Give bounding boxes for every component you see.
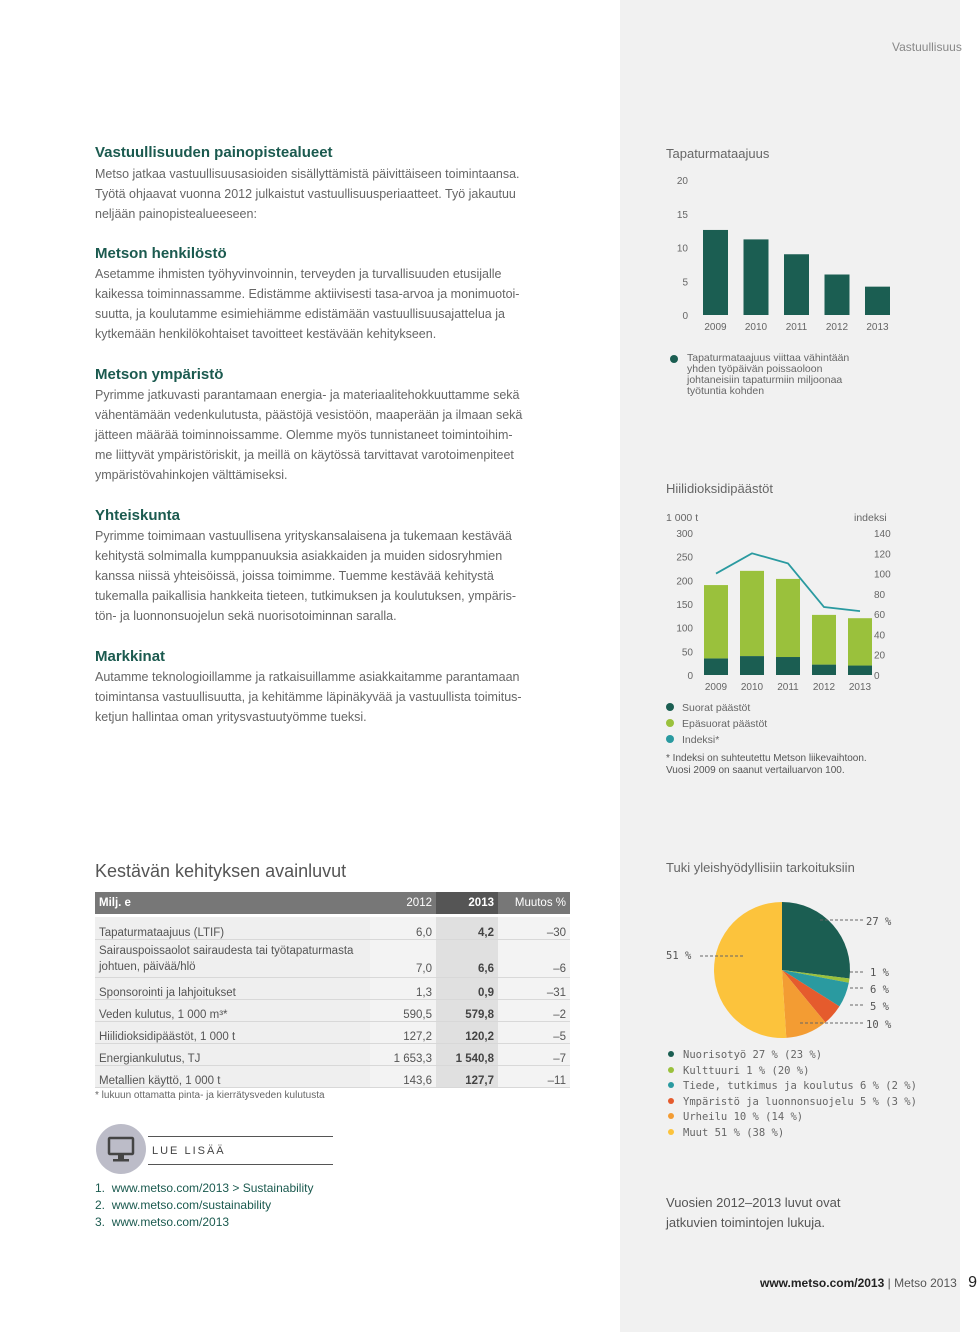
kpi-value-2013: 0,9 xyxy=(436,977,498,999)
y-tick-label: 10 xyxy=(676,243,688,255)
legend-dot xyxy=(666,703,674,711)
y-tick-label: 300 xyxy=(676,529,693,540)
footer-report: Metso 2013 xyxy=(894,1276,957,1290)
table-row xyxy=(95,917,570,939)
kpi-change: –30 xyxy=(498,917,570,939)
legend-label: Nuorisotyö 27 % (23 %) xyxy=(683,1049,823,1061)
text-line: suutta, ja koulutamme esimiehiämme edistämään vastuullisuusajattelua ja xyxy=(95,307,505,321)
kpi-table xyxy=(95,892,570,1088)
intro-title: Vastuullisuuden painopistealueet xyxy=(95,144,333,161)
kpi-header-2013: 2013 xyxy=(436,892,498,914)
intro-line: Työtä ohjaavat vuonna 2012 julkaistut vastuullisuusperiaatteet. Työ jakautuu xyxy=(95,187,516,201)
y-tick-label: 20 xyxy=(676,176,688,187)
kpi-footnote: * lukuun ottamatta pinta- ja kierrätysveden kulutusta xyxy=(95,1090,325,1101)
legend-label: Epäsuorat päästöt xyxy=(682,718,768,730)
x-tick-label: 2010 xyxy=(740,682,764,693)
kpi-value-2012: 7,0 xyxy=(370,939,436,977)
legend-dot xyxy=(668,1051,674,1057)
link-number: 1. xyxy=(95,1181,106,1195)
text-line: Autamme teknologioillamme ja ratkaisuillamme asiakkaitamme parantamaan xyxy=(95,670,520,684)
link-text[interactable]: www.metso.com/sustainability xyxy=(111,1198,272,1212)
text-line: toimintansa vastuullisuutta, ja kehitämme läpinäkyvää ja vastuullista toimitus- xyxy=(95,690,522,704)
x-tick-label: 2011 xyxy=(785,322,808,333)
bar xyxy=(744,239,769,315)
section-text-yhteiskunta xyxy=(95,526,565,626)
kpi-label: Hiilidioksidipäästöt, 1 000 t xyxy=(95,1021,370,1043)
kpi-header-2012: 2012 xyxy=(370,892,436,914)
kpi-label: Energiankulutus, TJ xyxy=(95,1043,370,1065)
pie-chart xyxy=(660,895,920,1045)
text-line: Pyrimme jatkuvasti parantamaan energia- ja materiaalitehokkuuttamme sekä xyxy=(95,388,520,402)
kpi-label: Metallien käyttö, 1 000 t xyxy=(95,1065,370,1087)
kpi-change: –6 xyxy=(498,939,570,977)
bar-direct xyxy=(848,666,872,675)
legend-label: Muut 51 % (38 %) xyxy=(683,1126,785,1139)
y-tick-label-right: 60 xyxy=(874,610,886,622)
page-footer xyxy=(760,1274,977,1292)
kpi-change: –11 xyxy=(498,1065,570,1087)
kpi-label-line: Sairauspoissaolot sairaudesta tai työtapaturmasta xyxy=(99,944,354,957)
y-tick-label-right: 100 xyxy=(874,569,891,581)
legend-item xyxy=(668,1126,917,1142)
text-line: ympäristövahinkojen välttämiseksi. xyxy=(95,468,288,482)
read-more-badge xyxy=(96,1124,146,1174)
text-line: me liittyvät ympäristöriskit, ja meillä on käytössä tarvittavat varotoimenpiteet xyxy=(95,448,514,462)
intro-line: Metso jatkaa vastuullisuusasioiden sisällyttämistä päivittäiseen toimintaansa. xyxy=(95,167,520,181)
section-text-henkilosto xyxy=(95,264,565,344)
link-text[interactable]: www.metso.com/2013 > Sustainability xyxy=(111,1181,314,1195)
read-more-links xyxy=(95,1180,313,1231)
co2-legend-index xyxy=(666,734,719,746)
x-tick-label: 2011 xyxy=(777,682,799,693)
ltif-legend xyxy=(670,353,849,397)
legend-item xyxy=(668,1064,917,1080)
kpi-value-2012: 1,3 xyxy=(370,977,436,999)
computer-icon xyxy=(96,1124,146,1174)
bar-direct xyxy=(704,658,728,675)
ltif-legend-line: johtaneisiin tapaturmiin miljoonaa xyxy=(687,374,843,386)
intro-line: neljään painopistealueeseen: xyxy=(95,207,257,221)
bar-indirect xyxy=(848,618,872,665)
kpi-value-2012: 127,2 xyxy=(370,1021,436,1043)
bar-indirect xyxy=(704,585,728,658)
table-row xyxy=(95,1043,570,1065)
slice-label: 27 % xyxy=(866,916,892,928)
co2-chart xyxy=(660,505,900,700)
bar xyxy=(703,230,728,315)
link-item[interactable] xyxy=(95,1214,313,1231)
bar-indirect xyxy=(776,579,800,657)
kpi-value-2013: 4,2 xyxy=(436,917,498,939)
kpi-header-row xyxy=(95,892,570,914)
bar-direct xyxy=(812,665,836,675)
legend-label: Suorat päästöt xyxy=(682,702,751,714)
note-line: Vuosien 2012–2013 luvut ovat xyxy=(666,1195,841,1210)
section-title-henkilosto: Metson henkilöstö xyxy=(95,245,227,262)
x-tick-label: 2009 xyxy=(704,682,728,693)
co2-footnote xyxy=(666,753,867,777)
slice-label: 10 % xyxy=(866,1019,892,1031)
legend-item xyxy=(668,1079,917,1095)
co2-legend-direct xyxy=(666,702,750,714)
legend-dot xyxy=(670,355,678,363)
pie-slice xyxy=(782,902,850,979)
y-axis-label-right: indeksi xyxy=(854,512,887,524)
section-title-yhteiskunta: Yhteiskunta xyxy=(95,507,181,524)
bar xyxy=(865,287,890,315)
text-line: kytkemään henkilökohtaiset tavoitteet kestävään kehitykseen. xyxy=(95,327,437,341)
legend-item xyxy=(668,1110,917,1126)
kpi-value-2013: 127,7 xyxy=(436,1065,498,1087)
ltif-chart xyxy=(660,165,900,340)
legend-dot xyxy=(668,1067,674,1073)
legend-label: Ympäristö ja luonnonsuojelu 5 % (3 %) xyxy=(683,1095,917,1108)
kpi-header-change: Muutos % xyxy=(498,892,570,914)
ltif-legend-line: Tapaturmataajuus viittaa vähintään xyxy=(687,352,850,364)
legend-dot xyxy=(668,1082,674,1088)
kpi-value-2012: 143,6 xyxy=(370,1065,436,1087)
bar xyxy=(825,275,850,316)
legend-label: Indeksi* xyxy=(682,734,720,746)
y-tick-label: 15 xyxy=(676,209,688,221)
link-text[interactable]: www.metso.com/2013 xyxy=(111,1215,230,1229)
text-line: ketjun hallintaa oman yritysvastuutyömme tueksi. xyxy=(95,710,367,724)
legend-label: Kulttuuri 1 % (20 %) xyxy=(683,1064,810,1077)
y-tick-label: 150 xyxy=(676,600,693,611)
table-row xyxy=(95,1021,570,1043)
page-number: 9 xyxy=(968,1274,977,1291)
kpi-label: Sponsorointi ja lahjoitukset xyxy=(95,977,370,999)
y-tick-label: 100 xyxy=(676,623,693,635)
kpi-change: –5 xyxy=(498,1021,570,1043)
legend-item xyxy=(668,1095,917,1111)
kpi-change: –2 xyxy=(498,999,570,1021)
text-line: kaikessa toiminnassamme. Edistämme aktiivisesti tasa-arvoa ja monimuotoi- xyxy=(95,287,520,301)
text-line: kanssa niissä yhteisöissä, joissa toimimme. Tuemme kestävää kehitystä xyxy=(95,569,494,583)
legend-item xyxy=(668,1048,917,1064)
text-line: tön- ja luonnonsuojelun sekä nuorisotoiminnan saralla. xyxy=(95,609,397,623)
y-tick-label: 250 xyxy=(676,552,693,564)
legend-dot xyxy=(666,735,674,743)
link-number: 2. xyxy=(95,1198,106,1212)
footnote-line: * Indeksi on suhteutettu Metson liikevaihtoon. xyxy=(666,753,867,764)
legend-dot xyxy=(668,1129,674,1135)
legend-label: Tiede, tutkimus ja koulutus 6 % (2 %) xyxy=(683,1080,917,1093)
read-more-divider-top xyxy=(148,1136,333,1137)
section-title-markkinat: Markkinat xyxy=(95,648,166,665)
x-tick-label: 2010 xyxy=(744,322,768,333)
x-tick-label: 2012 xyxy=(825,322,849,333)
kpi-label-line: johtuen, päivää/hlö xyxy=(99,960,196,973)
slice-label: 6 % xyxy=(870,984,889,996)
legend-label: Urheilu 10 % (14 %) xyxy=(683,1111,804,1124)
y-tick-label: 0 xyxy=(687,671,693,682)
pie-legend xyxy=(668,1048,917,1142)
text-line: Asetamme ihmisten työhyvinvoinnin, terveyden ja turvallisuuden etusijalle xyxy=(95,267,502,281)
section-header: Vastuullisuus xyxy=(892,40,962,54)
kpi-change: –31 xyxy=(498,977,570,999)
table-row xyxy=(95,939,570,977)
y-axis-label-left: 1 000 t xyxy=(666,512,699,524)
intro-text xyxy=(95,164,565,224)
link-item[interactable] xyxy=(95,1197,313,1214)
bar-direct xyxy=(776,657,800,675)
co2-legend-indirect xyxy=(666,718,767,730)
legend-dot xyxy=(668,1098,674,1104)
kpi-value-2013: 579,8 xyxy=(436,999,498,1021)
section-title-ymparisto: Metson ympäristö xyxy=(95,366,224,383)
kpi-label: Veden kulutus, 1 000 m³* xyxy=(95,999,370,1021)
read-more-label: LUE LISÄÄ xyxy=(152,1145,226,1157)
kpi-title: Kestävän kehityksen avainluvut xyxy=(95,861,347,881)
kpi-value-2012: 590,5 xyxy=(370,999,436,1021)
y-tick-label-right: 80 xyxy=(874,589,886,601)
bar-direct xyxy=(740,656,764,675)
y-tick-label: 5 xyxy=(682,277,688,289)
bar-indirect xyxy=(812,615,836,665)
section-text-markkinat xyxy=(95,667,565,727)
link-item[interactable] xyxy=(95,1180,313,1197)
note-line: jatkuvien toimintojen lukuja. xyxy=(666,1215,825,1230)
text-line: tukemalla paikallisia hankkeita tieteen, tutkimuksen ja koulutuksen, ympäris- xyxy=(95,589,517,603)
table-row xyxy=(95,1065,570,1087)
link-number: 3. xyxy=(95,1215,106,1229)
section-text-ymparisto xyxy=(95,385,565,485)
kpi-label xyxy=(95,939,370,977)
footer-separator: | xyxy=(887,1276,891,1290)
slice-label: 51 % xyxy=(666,950,692,962)
kpi-value-2013: 1 540,8 xyxy=(436,1043,498,1065)
legend-dot xyxy=(666,719,674,727)
y-tick-label-right: 0 xyxy=(874,671,880,682)
ltif-legend-line: yhden työpäivän poissaoloon xyxy=(687,363,823,375)
ltif-chart-title: Tapaturmataajuus xyxy=(666,146,770,161)
pie-chart-title: Tuki yleishyödyllisiin tarkoituksiin xyxy=(666,860,855,875)
kpi-value-2013: 6,6 xyxy=(436,939,498,977)
x-tick-label: 2009 xyxy=(704,322,727,333)
kpi-label: Tapaturmataajuus (LTIF) xyxy=(95,917,370,939)
bar xyxy=(784,254,809,315)
table-row xyxy=(95,977,570,999)
y-tick-label-right: 40 xyxy=(874,630,886,642)
x-tick-label: 2013 xyxy=(848,682,872,693)
y-tick-label-right: 120 xyxy=(874,549,891,561)
read-more-divider-bottom xyxy=(148,1164,333,1165)
bar-indirect xyxy=(740,571,764,656)
text-line: jätteen määrää toiminnoissamme. Olemme myös tunnistaneet toimintoihim- xyxy=(95,428,513,442)
pie-note xyxy=(666,1193,840,1233)
kpi-value-2012: 1 653,3 xyxy=(370,1043,436,1065)
footnote-line: Vuosi 2009 on saanut vertailuarvon 100. xyxy=(666,765,845,776)
legend-dot xyxy=(668,1113,674,1119)
kpi-value-2012: 6,0 xyxy=(370,917,436,939)
kpi-header-unit: Milj. e xyxy=(95,892,370,914)
y-tick-label-right: 20 xyxy=(874,650,886,662)
co2-chart-title: Hiilidioksidipäästöt xyxy=(666,481,773,496)
text-line: kehitystä solmimalla kumppanuuksia asiakkaiden ja muiden sidosryhmien xyxy=(95,549,503,563)
text-line: vähentämään vedenkulutusta, päästöjä vesistöön, maaperään ja ilmaan sekä xyxy=(95,408,523,422)
table-row xyxy=(95,999,570,1021)
footer-url[interactable]: www.metso.com/2013 xyxy=(760,1276,885,1290)
y-tick-label: 50 xyxy=(681,647,693,659)
kpi-value-2013: 120,2 xyxy=(436,1021,498,1043)
ltif-legend-line: työtuntia kohden xyxy=(687,385,765,397)
slice-label: 5 % xyxy=(870,1001,889,1013)
x-tick-label: 2013 xyxy=(866,322,889,333)
y-tick-label-right: 140 xyxy=(874,529,891,540)
slice-label: 1 % xyxy=(870,967,889,979)
y-tick-label: 200 xyxy=(676,576,693,588)
x-tick-label: 2012 xyxy=(812,682,836,693)
kpi-change: –7 xyxy=(498,1043,570,1065)
pie-slice xyxy=(714,902,786,1038)
text-line: Pyrimme toimimaan vastuullisena yrityskansalaisena ja tukemaan kestävää xyxy=(95,529,512,543)
y-tick-label: 0 xyxy=(682,311,688,322)
